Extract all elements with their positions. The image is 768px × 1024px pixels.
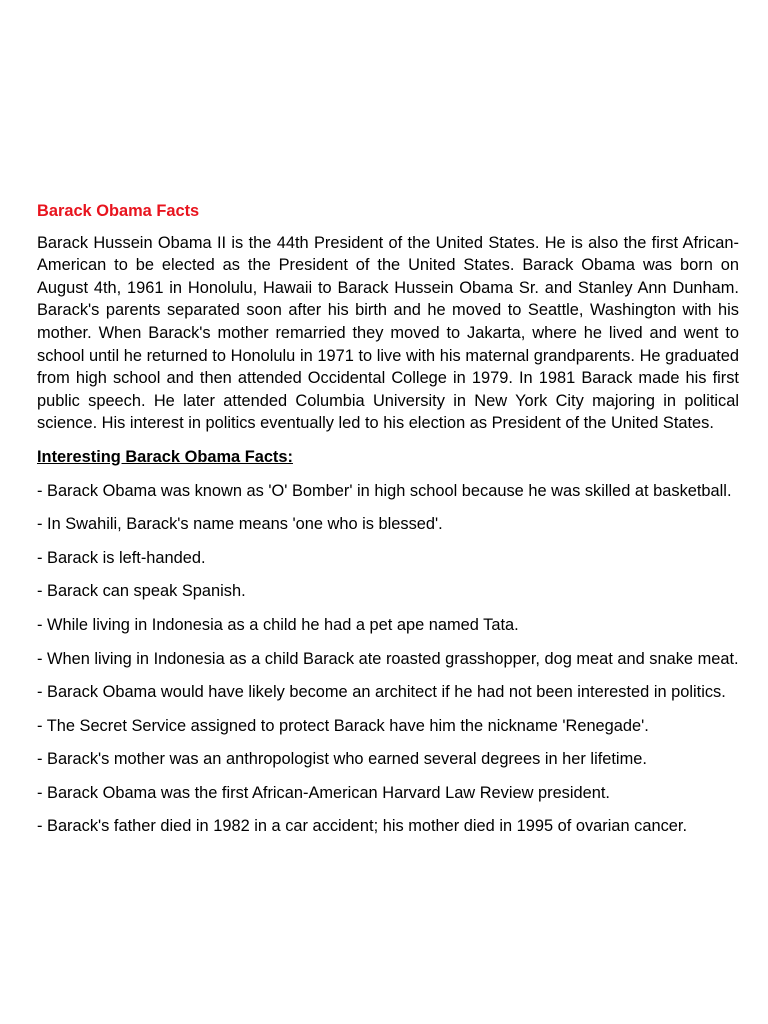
fact-item: - Barack is left-handed.: [37, 548, 206, 567]
facts-list: [37, 480, 739, 839]
fact-item: - Barack's mother was an anthropologist who earned several degrees in her lifetime.: [37, 750, 647, 769]
fact-item: - Barack Obama was known as 'O' Bomber' in high school because he was skilled at basketball.: [37, 481, 732, 500]
fact-item: - The Secret Service assigned to protect Barack have him the nickname 'Renegade'.: [37, 716, 649, 735]
fact-item: - Barack's father died in 1982 in a car accident; his mother died in 1995 of ovarian cancer.: [37, 817, 688, 836]
fact-item: - Barack can speak Spanish.: [37, 582, 246, 601]
fact-item: - When living in Indonesia as a child Barack ate roasted grasshopper, dog meat and snake meat.: [37, 649, 739, 668]
fact-item: - Barack Obama was the first African-American Harvard Law Review president.: [37, 783, 610, 802]
facts-subheading: Interesting Barack Obama Facts:: [37, 447, 293, 466]
document-page: [37, 200, 739, 849]
document-title: Barack Obama Facts: [37, 202, 200, 220]
fact-item: - In Swahili, Barack's name means 'one who is blessed'.: [37, 515, 443, 534]
fact-item: - Barack Obama would have likely become an architect if he had not been interested in politics.: [37, 683, 726, 702]
fact-item: - While living in Indonesia as a child he had a pet ape named Tata.: [37, 615, 519, 634]
intro-paragraph: Barack Hussein Obama II is the 44th President of the United States. He is also the first African-American to be elected as the President of the United States. Barack Obama was born on August 4th, 1961 in Honolulu, Hawaii to Barack Hussein Obama Sr. and Stanley Ann Dunham. Barack's parents separated soon after his birth and he moved to Seattle, Washington with his mother. When Barack's mother remarried they moved to Jakarta, where he lived and went to school until he returned to Honolulu in 1971 to live with his maternal grandparents. He graduated from high school and then attended Occidental College in 1979. In 1981 Barack made his first public speech. He later attended Columbia University in New York City majoring in political science. His interest in politics eventually led to his election as President of the United States.: [37, 233, 739, 433]
